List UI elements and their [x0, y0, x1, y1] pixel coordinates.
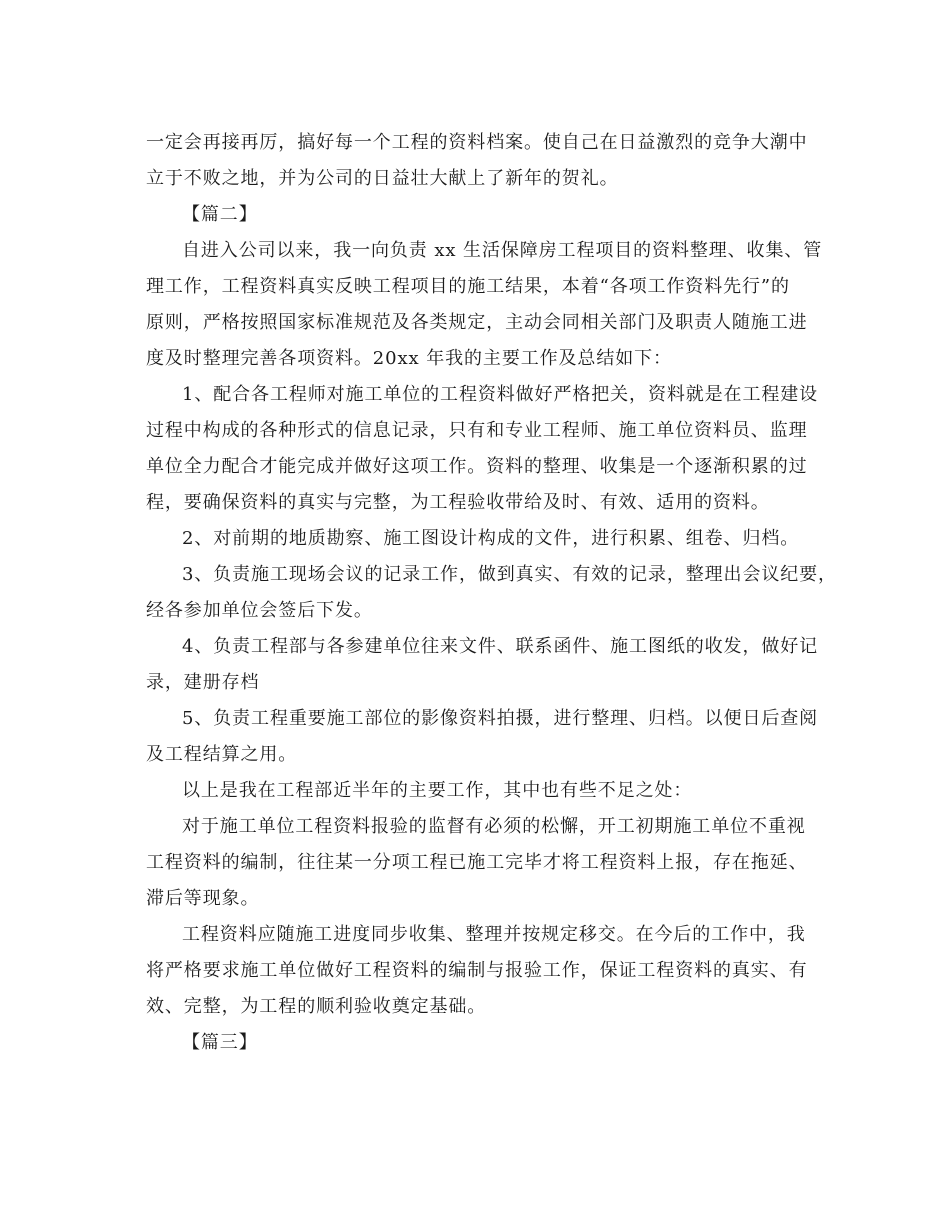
text-line: 将严格要求施工单位做好工程资料的编制与报验工作，保证工程资料的真实、有 [146, 960, 808, 981]
text-line: 5、负责工程重要施工部位的影像资料拍摄，进行整理、归档。以便日后查阅 [182, 708, 819, 729]
text-line: 1、配合各工程师对施工单位的工程资料做好严格把关，资料就是在工程建设 [182, 384, 819, 405]
text-line: 原则，严格按照国家标准规范及各类规定，主动会同相关部门及职责人随施工进 [146, 312, 808, 333]
section-heading: 【篇二】 [182, 204, 258, 225]
text-line: 录，建册存档 [146, 672, 260, 693]
text-line: 滞后等现象。 [146, 888, 260, 909]
text-line: 工程资料的编制，往往某一分项工程已施工完毕才将工程资料上报，存在拖延、 [146, 852, 808, 873]
text-line: 程，要确保资料的真实与完整，为工程验收带给及时、有效、适用的资料。 [146, 492, 770, 513]
text-line: 效、完整，为工程的顺利验收奠定基础。 [146, 996, 487, 1017]
text-line: 立于不败之地，并为公司的日益壮大献上了新年的贺礼。 [146, 168, 619, 189]
text-line: 单位全力配合才能完成并做好这项工作。资料的整理、收集是一个逐渐积累的过 [146, 456, 808, 477]
text-line: 3、负责施工现场会议的记录工作，做到真实、有效的记录，整理出会议纪要， [182, 564, 837, 585]
text-line: 理工作，工程资料真实反映工程项目的施工结果，本着“各项工作资料先行”的 [146, 276, 790, 297]
text-line: 经各参加单位会签后下发。 [146, 600, 373, 621]
text-line: 度及时整理完善各项资料。20xx 年我的主要工作及总结如下： [146, 348, 672, 369]
text-line: 过程中构成的各种形式的信息记录，只有和专业工程师、施工单位资料员、监理 [146, 420, 808, 441]
text-line: 一定会再接再厉，搞好每一个工程的资料档案。使自己在日益激烈的竞争大潮中 [146, 132, 808, 153]
text-line: 以上是我在工程部近半年的主要工作，其中也有些不足之处： [182, 780, 693, 801]
text-line: 工程资料应随施工进度同步收集、整理并按规定移交。在今后的工作中，我 [182, 924, 806, 945]
text-line: 自进入公司以来，我一向负责 xx 生活保障房工程项目的资料整理、收集、管 [182, 240, 823, 261]
text-line: 4、负责工程部与各参建单位往来文件、联系函件、施工图纸的收发，做好记 [182, 636, 819, 657]
section-heading: 【篇三】 [182, 1032, 258, 1053]
text-line: 2、对前期的地质勘察、施工图设计构成的文件，进行积累、组卷、归档。 [182, 528, 800, 549]
text-line: 对于施工单位工程资料报验的监督有必须的松懈，开工初期施工单位不重视 [182, 816, 806, 837]
text-line: 及工程结算之用。 [146, 744, 298, 765]
